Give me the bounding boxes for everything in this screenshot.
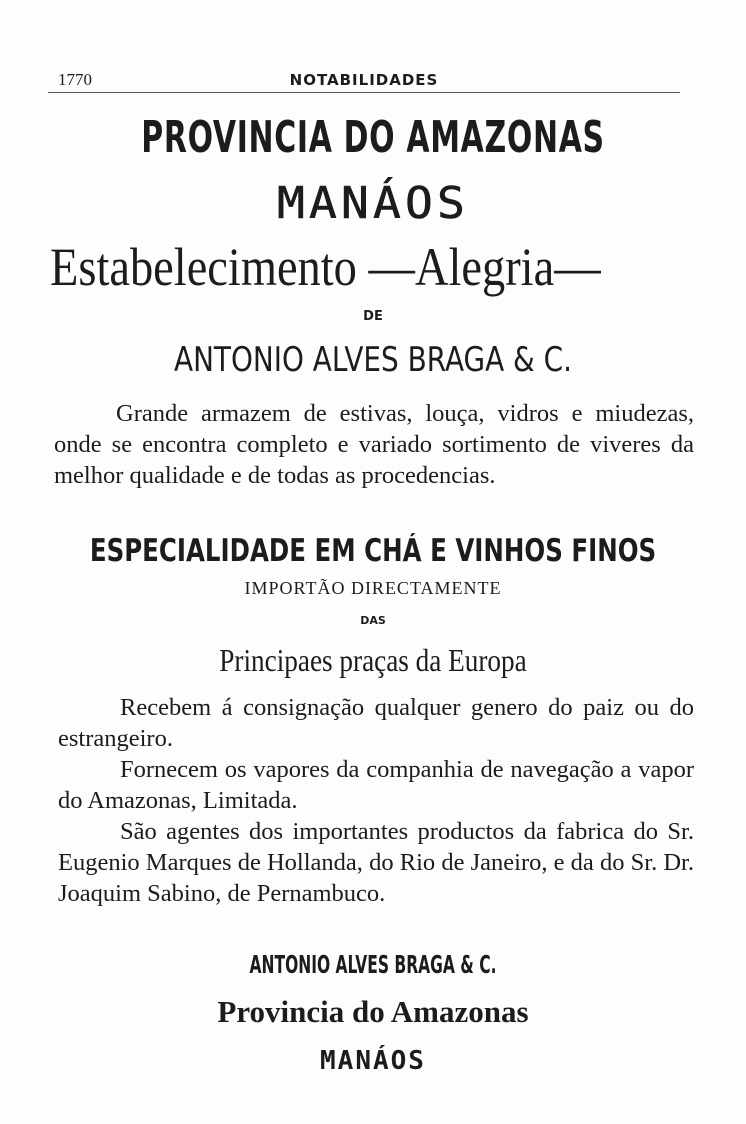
das-label: DAS xyxy=(360,614,386,627)
services-paragraph: São agentes dos importantes productos da fabrica do Sr. Eugenio Marques de Hollanda, do Rio de Janeiro, e da do Sr. Dr. Joaquim Sabino, de Pernambuco. xyxy=(58,818,694,907)
de-label: DE xyxy=(363,309,383,324)
description-paragraph: Grande armazem de estivas, louça, vidros e miudezas, onde se encontra completo e variado sortimento de viveres da melhor qualidade e de todas as procedencias. xyxy=(54,400,694,489)
description-block xyxy=(54,398,694,491)
owner-name: ANTONIO ALVES BRAGA & C. xyxy=(173,340,573,380)
footer-city: MANÁOS xyxy=(320,1046,426,1076)
establishment-name: Estabelecimento —Alegria— xyxy=(50,237,601,297)
specialty-heading: ESPECIALIDADE EM CHÁ E VINHOS FINOS xyxy=(89,533,657,569)
running-title: NOTABILIDADES xyxy=(289,71,439,89)
province-heading: PROVINCIA DO AMAZONAS xyxy=(141,112,605,163)
services-paragraph: Fornecem os vapores da companhia de navegação a vapor do Amazonas, Limitada. xyxy=(58,756,694,814)
services-paragraph: Recebem á consignação qualquer genero do paiz ou do estrangeiro. xyxy=(58,694,694,752)
services-block xyxy=(58,692,694,909)
signature: ANTONIO ALVES BRAGA & C. xyxy=(249,950,497,979)
origin-line: Principaes praças da Europa xyxy=(219,642,527,678)
footer-province: Provincia do Amazonas xyxy=(217,994,529,1029)
page-number: 1770 xyxy=(58,70,92,89)
city-heading: MANÁOS xyxy=(276,178,470,229)
import-line: IMPORTÃO DIRECTAMENTE xyxy=(244,578,502,598)
page-header xyxy=(48,66,680,93)
